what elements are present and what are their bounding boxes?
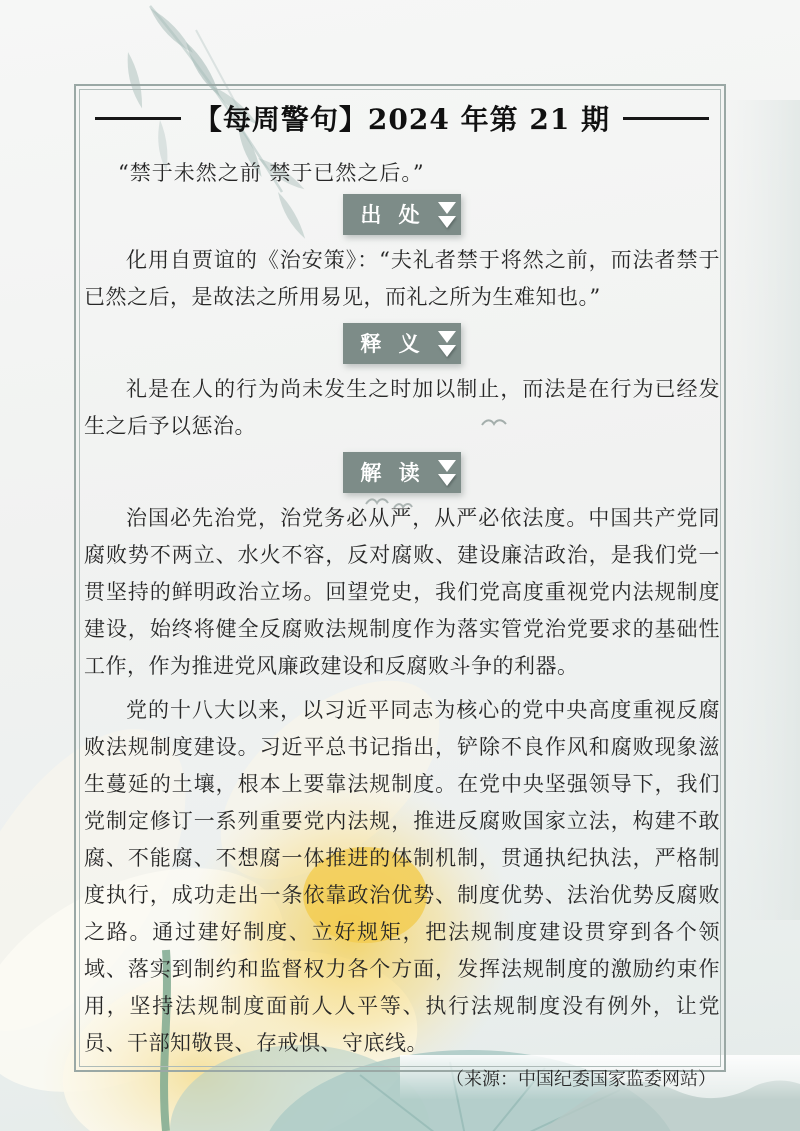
chevron-down-icon <box>438 474 456 486</box>
badge-chevrons <box>438 331 456 357</box>
section-badge-source <box>343 194 460 235</box>
section-badge-label: 释 义 <box>360 332 425 356</box>
chevron-down-icon <box>438 460 456 472</box>
title-dash-right <box>623 117 709 120</box>
section-badge-label: 出 处 <box>360 203 425 227</box>
aphorism-quote: “禁于未然之前 禁于已然之后。” <box>118 161 425 185</box>
section-header-analysis <box>84 452 720 493</box>
source-note: （来源：中国纪委国家监委网站） <box>446 1069 716 1090</box>
badge-chevrons <box>438 460 456 486</box>
chevron-down-icon <box>438 331 456 343</box>
section-badge-meaning <box>343 323 460 364</box>
title-dash-left <box>95 117 181 120</box>
section-badge-analysis <box>343 452 460 493</box>
meaning-paragraph: 礼是在人的行为尚未发生之时加以制止，而法是在行为已经发生之后予以惩治。 <box>84 377 720 438</box>
badge-chevrons <box>438 202 456 228</box>
chevron-down-icon <box>438 202 456 214</box>
chevron-down-icon <box>438 216 456 228</box>
source-paragraph: 化用自贾谊的《治安策》：“夫礼者禁于将然之前，而法者禁于已然之后，是故法之所用易见，而礼之所为生难知也。” <box>84 248 720 309</box>
side-wash <box>720 100 800 920</box>
analysis-paragraph-2: 党的十八大以来，以习近平同志为核心的党中央高度重视反腐败法规制度建设。习近平总书记指出，铲除不良作风和腐败现象滋生蔓延的土壤，根本上要靠法规制度。在党中央坚强领导下，我们党制定修订一系列重要党内法规，推进反腐败国家立法，构建不敢腐、不能腐、不想腐一体推进的体制机制，贯通执纪执法，严格制度执行，成功走出一条依靠政治优势、制度优势、法治优势反腐败之路。通过建好制度、立好规矩，把法规制度建设贯穿到各个领域、落实到制约和监督权力各个方面，发挥法规制度的激励约束作用，坚持法规制度面前人人平等、执行法规制度没有例外，让党员、干部知敬畏、存戒惧、守底线。 <box>84 698 720 1055</box>
analysis-paragraph-1: 治国必先治党，治党务必从严，从严必依法度。中国共产党同腐败势不两立、水火不容，反对腐败、建设廉洁政治，是我们党一贯坚持的鲜明政治立场。回望党史，我们党高度重视党内法规制度建设，始终将健全反腐败法规制度作为落实管党治党要求的基础性工作，作为推进党风廉政建设和反腐败斗争的利器。 <box>84 506 720 678</box>
page-title: 【每周警句】2024 年第 21 期 <box>193 103 611 136</box>
header <box>84 98 720 138</box>
poster-content <box>84 90 720 1090</box>
section-badge-label: 解 读 <box>360 461 425 485</box>
chevron-down-icon <box>438 345 456 357</box>
section-header-meaning <box>84 323 720 364</box>
section-header-source <box>84 194 720 235</box>
